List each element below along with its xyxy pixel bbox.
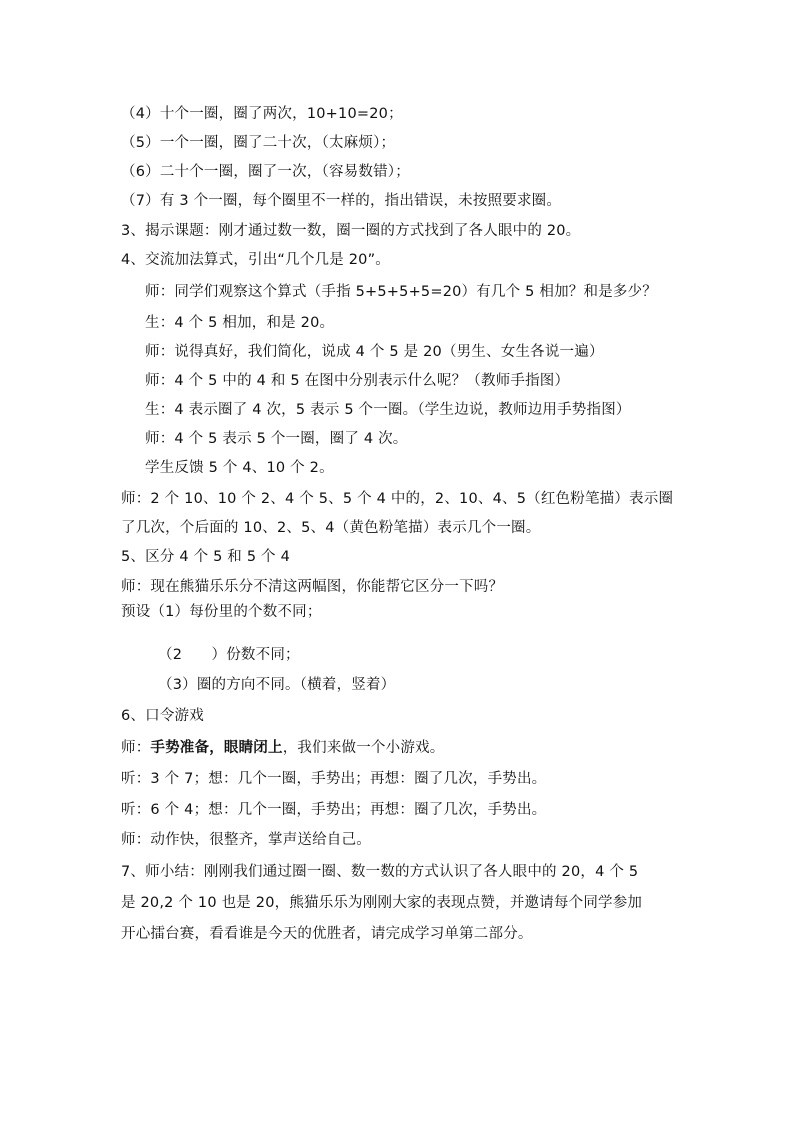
- text-line: 预设（1）每份里的个数不同；: [121, 604, 322, 620]
- bold-instruction: 手势准备，眼睛闭上: [150, 740, 283, 756]
- speaker-label: 师：: [121, 740, 151, 756]
- text-line: 生：4 表示圈了 4 次，5 表示 5 个一圈。（学生边说，教师边用手势指图）: [145, 402, 631, 418]
- text-line: 4、交流加法算式，引出“几个几是 20”。: [121, 252, 391, 268]
- text-line: 师：2 个 10、10 个 2、4 个 5、5 个 4 中的，2、10、4、5（红色粉笔描）表示圈: [121, 491, 674, 507]
- text-line: 3、揭示课题：刚才通过数一数，圈一圈的方式找到了各人眼中的 20。: [121, 223, 581, 239]
- text-line: （5）一个一圈，圈了二十次，（太麻烦）；: [121, 135, 396, 151]
- game-intro-line: [121, 738, 444, 758]
- text-line: 师：动作快，很整齐，掌声送给自己。: [121, 832, 371, 848]
- text-line: 师：说得真好，我们简化，说成 4 个 5 是 20（男生、女生各说一遍）: [145, 344, 604, 360]
- text-line: （4）十个一圈，圈了两次，10+10=20；: [121, 106, 403, 122]
- text-line: 师：同学们观察这个算式（手指 5+5+5+5=20）有几个 5 相加？和是多少？: [145, 284, 657, 300]
- text-line: 开心擂台赛，看看谁是今天的优胜者，请完成学习单第二部分。: [121, 926, 533, 942]
- text-line: （6）二十个一圈，圈了一次，（容易数错）；: [121, 164, 410, 180]
- text-line: 师：现在熊猫乐乐分不清这两幅图，你能帮它区分一下吗？: [121, 579, 504, 595]
- text-line: 生：4 个 5 相加，和是 20。: [145, 315, 335, 331]
- text-line: 师：4 个 5 中的 4 和 5 在图中分别表示什么呢？（教师手指图）: [145, 373, 570, 389]
- text-line: 听：6 个 4；想：几个一圈，手势出；再想：圈了几次，手势出。: [121, 802, 547, 818]
- text-line: 学生反馈 5 个 4、10 个 2。: [145, 460, 334, 476]
- text-line: （3）圈的方向不同。（横着，竖着）: [158, 677, 396, 693]
- instruction-suffix: ，我们来做一个小游戏。: [282, 740, 445, 756]
- text-line: 7、师小结：刚刚我们通过圈一圈、数一数的方式认识了各人眼中的 20，4 个 5: [121, 864, 639, 880]
- text-line: 6、口令游戏: [121, 708, 204, 724]
- text-line: 师：4 个 5 表示 5 个一圈，圈了 4 次。: [145, 431, 408, 447]
- text-line: 听：3 个 7；想：几个一圈，手势出；再想：圈了几次，手势出。: [121, 771, 547, 787]
- text-line: （2 ）份数不同；: [158, 647, 300, 663]
- text-line: 是 20,2 个 10 也是 20，熊猫乐乐为刚刚大家的表现点赞，并邀请每个同学参加: [121, 895, 643, 911]
- text-line: 5、区分 4 个 5 和 5 个 4: [121, 549, 290, 565]
- text-line: 了几次，个后面的 10、2、5、4（黄色粉笔描）表示几个一圈。: [121, 520, 541, 536]
- text-line: （7）有 3 个一圈，每个圈里不一样的，指出错误，未按照要求圈。: [121, 193, 562, 209]
